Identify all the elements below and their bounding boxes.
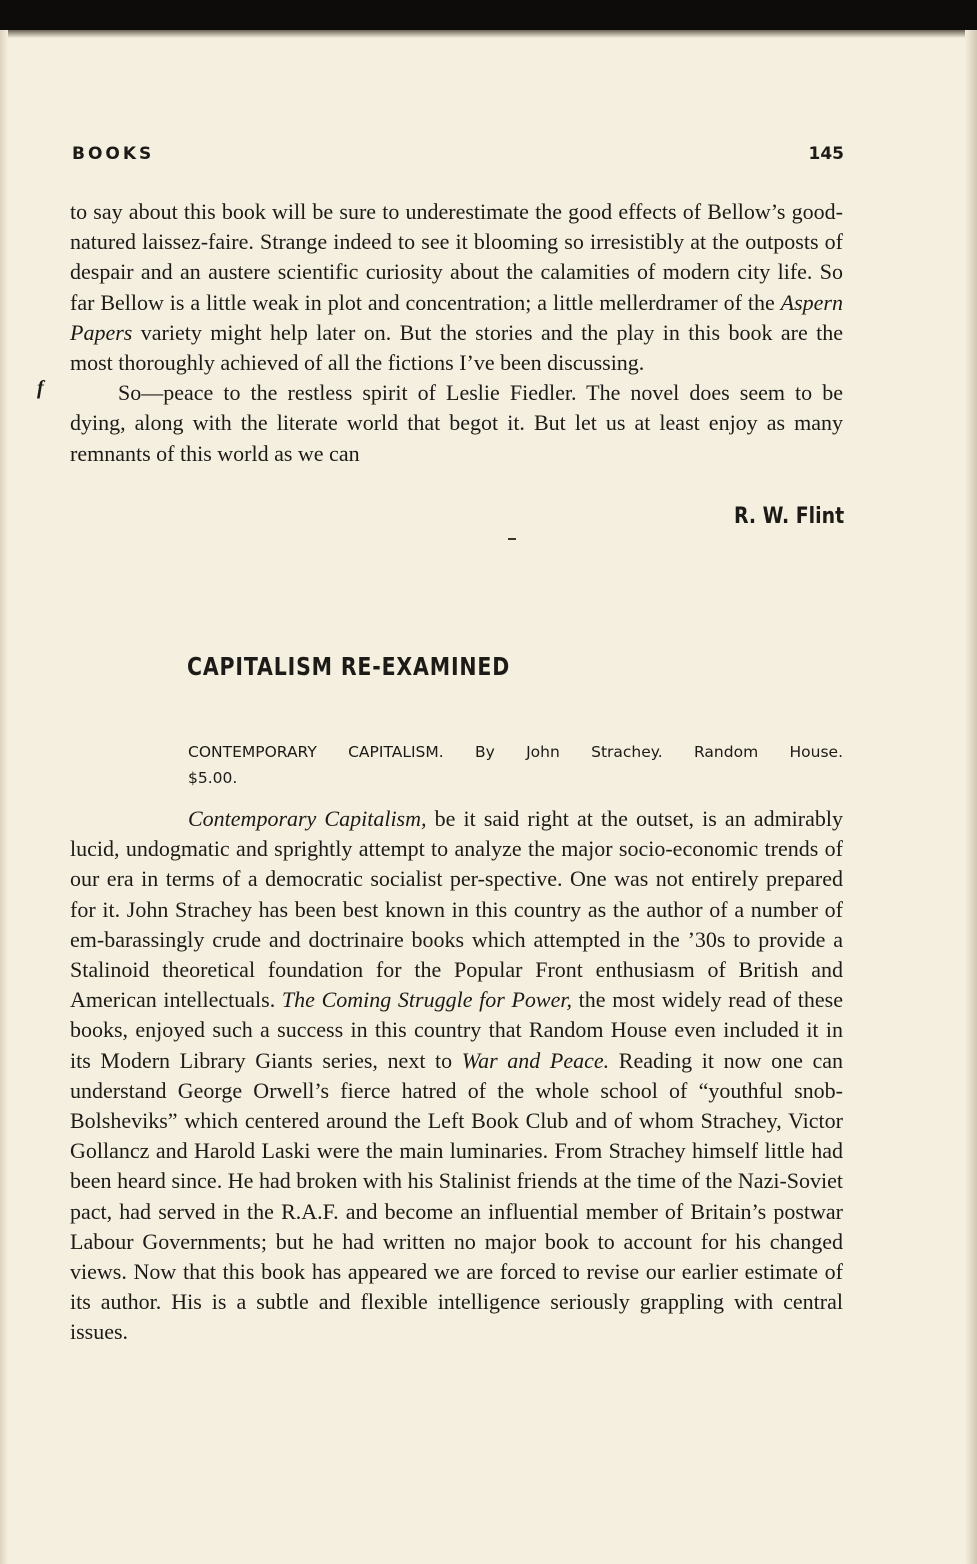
scan-shadow xyxy=(0,30,977,38)
text-run: be it said right at the outset, is an admirably lucid, undogmatic and sprightly attempt to analyze the major socio-economic trends of our era in terms of a democratic socialist per-spective. One was not entirely prepared for it. John Strachey has been best known in this country as the author of a number of em-barassingly crude and doctrinaire books which attempted in the ’30s to provide a Stalinoid theoretical foundation for the Popular Front enthusiasm of British and American intellectuals. xyxy=(70,806,843,1013)
paragraph xyxy=(70,378,843,469)
citation-line: CONTEMPORARY CAPITALISM. By John Strachey. Random House. xyxy=(188,743,843,761)
page-number: 145 xyxy=(808,144,844,164)
running-head: BOOKS xyxy=(72,144,155,164)
text-run: to say about this book will be sure to underestimate the good effects of Bellow’s good-natured laissez-faire. Strange indeed to see it blooming so irresistibly at the outposts of despair and an austere scientific curiosity about the calamities of modern city life. So far Bellow is a little weak in plot and concentration; a little mellerdramer of the xyxy=(70,199,843,315)
text-run: Reading it now one can understand George Orwell’s fierce hatred of the whole school of “youthful snob-Bolsheviks” which centered around the Left Book Club and of whom Strachey, Victor Gollancz and Harold Laski were the main luminaries. From Strachey himself little had been heard since. He had broken with his Stalinist friends at the time of the Nazi-Soviet pact, had served in the R.A.F. and become an influential member of Britain’s postwar Labour Governments; but he had written no major book to account for his changed views. Now that this book has appeared we are forced to revise our earlier estimate of its author. His is a subtle and flexible intelligence seriously grappling with central issues. xyxy=(70,1047,843,1345)
citation-price: $5.00. xyxy=(188,769,238,787)
paragraph xyxy=(70,197,843,378)
paragraph xyxy=(70,804,843,1348)
reviewer-signature: R. W. Flint xyxy=(733,504,844,529)
text-run: So—peace to the restless spirit of Leslie Fiedler. The novel does seem to be dying, along with the literate world that begot it. But let us at least enjoy as many remnants of this world as we can xyxy=(70,380,843,466)
italic-title: Aspern Papers xyxy=(70,289,843,345)
section-title: CAPITALISM RE-EXAMINED xyxy=(187,652,511,681)
book-citation xyxy=(188,739,843,791)
text-run: variety might help later on. But the stories and the play in this book are the most thoroughly achieved of all the fictions I’ve been discussing. xyxy=(70,319,843,376)
text-run: the most widely read of these books, enjoyed such a success in this country that Random House even included it in its Modern Library Giants series, next to xyxy=(70,987,843,1073)
margin-mark: f xyxy=(37,377,44,399)
section-divider xyxy=(508,538,516,540)
page-right-edge xyxy=(965,30,977,1564)
italic-title: Contemporary Capitalism, xyxy=(188,806,427,831)
italic-title: War and Peace. xyxy=(461,1047,610,1073)
scan-top-border xyxy=(0,0,977,30)
review-text xyxy=(70,804,843,1348)
page-header xyxy=(72,144,844,168)
italic-title: The Coming Struggle for Power, xyxy=(281,987,572,1013)
page-left-edge xyxy=(0,30,8,1564)
intro-text xyxy=(70,197,843,469)
